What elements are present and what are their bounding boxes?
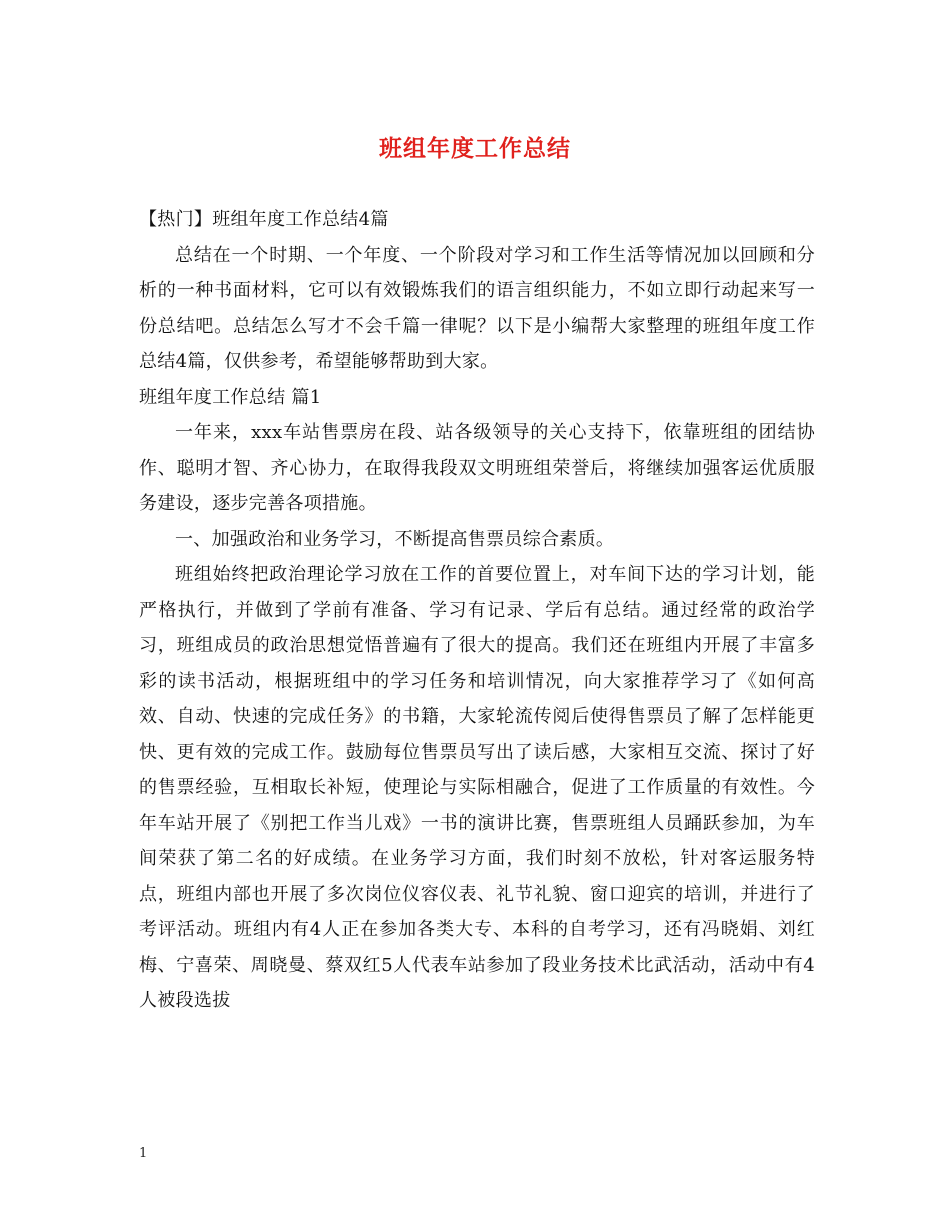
section-heading: 班组年度工作总结 篇1 bbox=[139, 386, 322, 408]
body-paragraph: 一年来，xxx车站售票房在段、站各级领导的关心支持下，依靠班组的团结协作、聪明才智、齐心协力，在取得我段双文明班组荣誉后，将继续加强客运优质服务建设，逐步完善各项措施。 bbox=[139, 422, 815, 514]
document-body bbox=[139, 202, 815, 1019]
body-paragraph: 班组始终把政治理论学习放在工作的首要位置上，对车间下达的学习计划，能严格执行，并做到了学前有准备、学习有记录、学后有总结。通过经常的政治学习，班组成员的政治思想觉悟普遍有了很大的提高。我们还在班组内开展了丰富多彩的读书活动，根据班组中的学习任务和培训情况，向大家推荐学习了《如何高效、自动、快速的完成任务》的书籍，大家轮流传阅后使得售票员了解了怎样能更快、更有效的完成工作。鼓励每位售票员写出了读后感，大家相互交流、探讨了好的售票经验，互相取长补短，使理论与实际相融合，促进了工作质量的有效性。今年车站开展了《别把工作当儿戏》一书的演讲比赛，售票班组人员踊跃参加，为车间荣获了第二名的好成绩。在业务学习方面，我们时刻不放松，针对客运服务特点，班组内部也开展了多次岗位仪容仪表、礼节礼貌、窗口迎宾的培训，并进行了考评活动。班组内有4人正在参加各类大专、本科的自考学习，还有冯晓娟、刘红梅、宁喜荣、周晓曼、蔡双红5人代表车站参加了段业务技术比武活动，活动中有4人被段选拔 bbox=[139, 564, 815, 1011]
document-title: 班组年度工作总结 bbox=[379, 136, 571, 162]
subtitle-paragraph: 【热门】班组年度工作总结4篇 bbox=[139, 209, 389, 230]
intro-paragraph: 总结在一个时期、一个年度、一个阶段对学习和工作生活等情况加以回顾和分析的一种书面材料，它可以有效锻炼我们的语言组织能力，不如立即行动起来写一份总结吧。总结怎么写才不会千篇一律呢？以下是小编帮大家整理的班组年度工作总结4篇，仅供参考，希望能够帮助到大家。 bbox=[139, 244, 815, 372]
subsection-heading: 一、加强政治和业务学习，不断提高售票员综合素质。 bbox=[175, 528, 615, 550]
page-number: 1 bbox=[139, 1146, 148, 1161]
